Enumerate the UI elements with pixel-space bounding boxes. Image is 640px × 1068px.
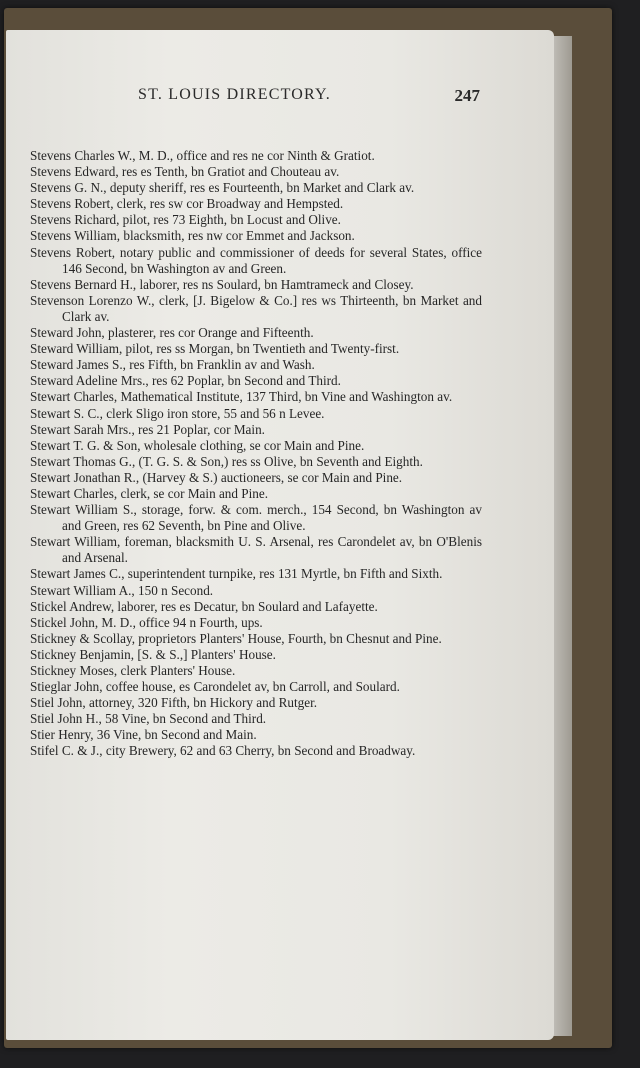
directory-entry: Stewart William S., storage, forw. & com. merch., 154 Second, bn Washington av and Green, res 62 Seventh, bn Pine and Olive. [30,502,482,534]
directory-entry: Stevenson Lorenzo W., clerk, [J. Bigelow & Co.] res ws Thirteenth, bn Market and Clark av. [30,292,482,324]
directory-entry: Stewart Jonathan R., (Harvey & S.) auctioneers, se cor Main and Pine. [30,469,403,485]
directory-entry: Stevens Charles W., M. D., office and res ne cor Ninth & Gratiot. [30,148,375,163]
directory-entry: Stickel Andrew, laborer, res es Decatur, bn Soulard and Lafayette. [30,598,378,614]
page-number: 247 [454,86,480,105]
directory-entry: Steward Adeline Mrs., res 62 Poplar, bn Second and Third. [30,373,341,389]
directory-entry: Stevens Robert, clerk, res sw cor Broadway and Hempsted. [30,196,344,212]
directory-entry: Stewart James C., superintendent turnpike, res 131 Myrtle, bn Fifth and Sixth. [30,566,443,582]
directory-entry: Stickel John, M. D., office 94 n Fourth, ups. [30,614,263,630]
directory-entry: Steward John, plasterer, res cor Orange and Fifteenth. [30,325,314,341]
directory-entry: Stiel John H., 58 Vine, bn Second and Third. [30,711,267,727]
running-title: ST. LOUIS DIRECTORY. [138,86,331,103]
directory-entry: Stewart Thomas G., (T. G. S. & Son,) res ss Olive, bn Seventh and Eighth. [30,453,423,469]
directory-entry: Stickney & Scollay, proprietors Planters' House, Fourth, bn Chesnut and Pine. [30,630,442,646]
directory-entry: Stewart T. G. & Son, wholesale clothing, se cor Main and Pine. [30,437,365,453]
directory-entry: Stieglar John, coffee house, es Carondelet av, bn Carroll, and Soulard. [30,679,400,695]
directory-entry: Steward William, pilot, res ss Morgan, bn Twentieth and Twenty-first. [30,341,400,357]
directory-entry: Stier Henry, 36 Vine, bn Second and Main. [30,727,257,743]
directory-entries [30,148,482,760]
directory-entry: Stickney Moses, clerk Planters' House. [30,663,236,678]
running-header [30,86,480,108]
directory-entry: Stevens Edward, res es Tenth, bn Gratiot and Chouteau av. [30,164,340,180]
directory-entry: Stewart William, foreman, blacksmith U. S. Arsenal, res Carondelet av, bn O'Blenis and Arsenal. [30,534,482,566]
directory-entry: Stifel C. & J., city Brewery, 62 and 63 Cherry, bn Second and Broadway. [30,743,416,759]
directory-entry: Stickney Benjamin, [S. & S.,] Planters' House. [30,646,276,662]
directory-entry: Stewart Sarah Mrs., res 21 Poplar, cor Main. [30,421,265,437]
directory-entry: Stevens Bernard H., laborer, res ns Soulard, bn Hamtrameck and Closey. [30,276,414,292]
directory-entry: Stewart Charles, Mathematical Institute, 137 Third, bn Vine and Washington av. [30,389,453,405]
directory-entry: Stevens Robert, notary public and commissioner of deeds for several States, office 146 Second, bn Washington av and Green. [30,244,482,276]
directory-entry: Stevens William, blacksmith, res nw cor Emmet and Jackson. [30,228,355,244]
directory-entry: Stewart William A., 150 n Second. [30,582,214,598]
directory-entry: Stewart Charles, clerk, se cor Main and Pine. [30,485,269,501]
directory-entry: Stevens G. N., deputy sheriff, res es Fourteenth, bn Market and Clark av. [30,180,415,196]
directory-entry: Stiel John, attorney, 320 Fifth, bn Hickory and Rutger. [30,695,318,711]
directory-entry: Stewart S. C., clerk Sligo iron store, 55 and 56 n Levee. [30,405,325,421]
directory-entry: Steward James S., res Fifth, bn Franklin av and Wash. [30,357,315,373]
directory-entry: Stevens Richard, pilot, res 73 Eighth, bn Locust and Olive. [30,212,341,228]
